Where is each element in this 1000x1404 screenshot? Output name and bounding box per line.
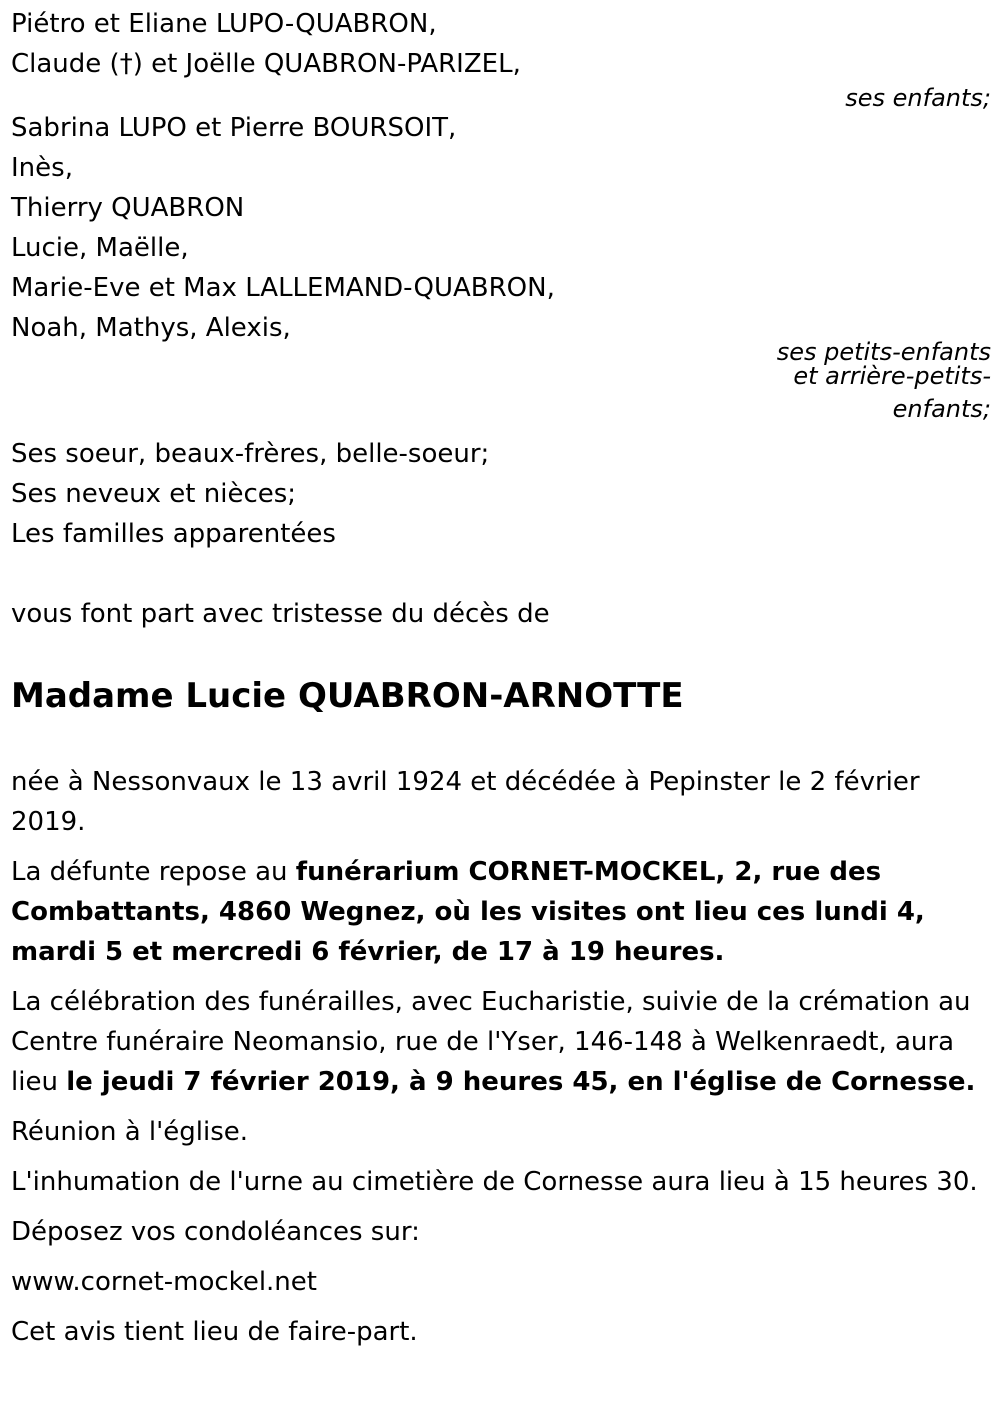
grandchildren-role-line: et arrière-petits- bbox=[793, 362, 991, 390]
grandchild-line: Thierry QUABRON bbox=[11, 193, 245, 223]
reunion: Réunion à l'église. bbox=[11, 1117, 249, 1147]
birth-death: née à Nessonvaux le 13 avril 1924 et décédée à Pepinster le 2 février 2019. bbox=[11, 767, 920, 837]
condolences-label: Déposez vos condoléances sur: bbox=[11, 1217, 420, 1247]
grandchildren-role bbox=[11, 340, 991, 425]
repose-paragraph bbox=[11, 852, 991, 972]
closing: Cet avis tient lieu de faire-part. bbox=[11, 1317, 418, 1347]
family-line: Les familles apparentées bbox=[11, 519, 336, 549]
family-section bbox=[11, 434, 991, 554]
grandchildren-section bbox=[11, 108, 991, 348]
children-role: ses enfants; bbox=[845, 84, 991, 112]
celebration-details: le jeudi 7 février 2019, à 9 heures 45, en l'église de Cornesse. bbox=[66, 1067, 976, 1097]
website-link[interactable]: www.cornet-mockel.net bbox=[11, 1267, 317, 1297]
grandchildren-role-line: ses petits-enfants bbox=[776, 338, 991, 366]
repose-details: funérarium CORNET-MOCKEL, 2, rue des Combattants, 4860 Wegnez, où les visites ont lieu ces lundi 4, mardi 5 et mercredi 6 février, de 17 à 19 heures. bbox=[11, 857, 925, 967]
celebration-prefix: La célébration des funérailles, avec Eucharistie, suivie de la crémation au Centre funéraire Neomansio, rue de l'Yser, 146-148 à Welkenraedt, aura lieu bbox=[11, 987, 971, 1097]
family-line: Ses neveux et nièces; bbox=[11, 479, 297, 509]
deceased-name: Madame Lucie QUABRON-ARNOTTE bbox=[11, 676, 684, 716]
repose-prefix: La défunte repose au bbox=[11, 857, 296, 887]
child-line: Claude (†) et Joëlle QUABRON-PARIZEL, bbox=[11, 49, 521, 79]
grandchild-line: Inès, bbox=[11, 153, 73, 183]
grandchildren-role-line: enfants; bbox=[892, 395, 991, 423]
celebration-paragraph bbox=[11, 982, 991, 1102]
child-line: Piétro et Eliane LUPO-QUABRON, bbox=[11, 9, 437, 39]
grandchild-line: Marie-Eve et Max LALLEMAND-QUABRON, bbox=[11, 273, 555, 303]
children-section bbox=[11, 4, 991, 115]
family-line: Ses soeur, beaux-frères, belle-soeur; bbox=[11, 439, 490, 469]
details bbox=[11, 762, 991, 1352]
announcement: vous font part avec tristesse du décès de bbox=[11, 599, 550, 629]
grandchild-line: Sabrina LUPO et Pierre BOURSOIT, bbox=[11, 113, 457, 143]
grandchild-line: Lucie, Maëlle, bbox=[11, 233, 189, 263]
inhumation: L'inhumation de l'urne au cimetière de Cornesse aura lieu à 15 heures 30. bbox=[11, 1167, 978, 1197]
grandchild-line: Noah, Mathys, Alexis, bbox=[11, 313, 291, 343]
